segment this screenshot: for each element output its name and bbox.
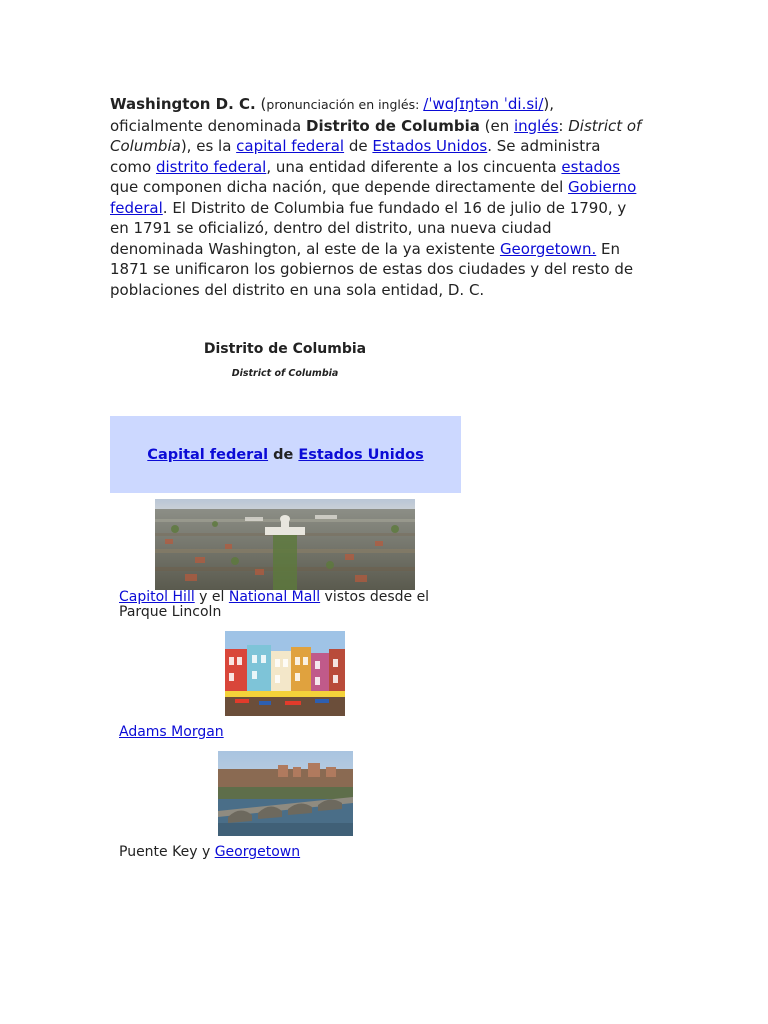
pronunciation-link[interactable]: /ˈwɑʃɪŋtən ˈdi.si/ [423, 95, 544, 113]
text-fragment: . Se administra como [110, 137, 601, 176]
text-fragment: ( [255, 95, 267, 113]
intro-paragraph [110, 94, 646, 300]
link-capital-federal[interactable]: capital federal [236, 137, 345, 155]
caption-link-georgetown[interactable]: Georgetown [214, 844, 301, 860]
text-fragment: (en [479, 116, 514, 135]
text-fragment: ), es la [180, 137, 237, 155]
capitol-hill-image [155, 499, 415, 590]
link-estados-unidos[interactable]: Estados Unidos [372, 137, 488, 155]
caption-text: y el [194, 589, 229, 605]
caption-link-capitol-hill[interactable]: Capitol Hill [119, 589, 195, 605]
english-name: District of Columbia [110, 116, 642, 155]
header-link-capital-federal[interactable]: Capital federal [147, 446, 269, 463]
infobox-title: Distrito de Columbia [203, 341, 367, 357]
link-georgetown[interactable]: Georgetown. [499, 239, 597, 258]
header-separator: de [268, 446, 299, 463]
text-fragment: , una entidad diferente a los cincuenta [266, 157, 562, 176]
text-fragment: que componen dicha nación, que depende directamente del [110, 178, 569, 196]
key-bridge-image [218, 751, 353, 836]
adams-morgan-image [225, 631, 345, 716]
text-fragment: : [558, 116, 569, 135]
text-fragment: ), oficialmente denominada [110, 95, 554, 135]
capitol-hill-photo[interactable] [155, 499, 415, 590]
caption-key-bridge [119, 845, 459, 860]
adams-morgan-photo[interactable] [225, 631, 345, 716]
text-fragment: . El Distrito de Columbia fue fundado el 16 de julio de 1790, y en 1791 se oficializó, dentro del distrito, una nueva ciudad denominada Washington, al este de la ya existente [110, 198, 627, 258]
text-fragment: de [344, 137, 373, 155]
link-estados[interactable]: estados [561, 157, 621, 176]
caption-link-national-mall[interactable]: National Mall [228, 589, 321, 605]
caption-text: Puente Key y [119, 844, 215, 860]
infobox-header [110, 416, 461, 493]
text-fragment: En 1871 se unificaron los gobiernos de estas dos ciudades y del resto de poblaciones del distrito en una sola entidad, D. C. [110, 239, 634, 299]
link-ingles[interactable]: inglés [513, 116, 559, 135]
link-distrito-federal[interactable]: distrito federal [155, 157, 267, 176]
article-title: Washington D. C. [110, 95, 256, 113]
caption-link-adams-morgan[interactable]: Adams Morgan [119, 724, 224, 740]
link-gobierno-federal[interactable]: Gobierno federal [110, 178, 637, 217]
header-link-estados-unidos[interactable]: Estados Unidos [298, 446, 424, 463]
caption-text: vistos desde el Parque Lincoln [119, 589, 430, 620]
pronunciation-label: pronunciación en inglés: [266, 97, 424, 112]
caption-adams-morgan [119, 725, 459, 740]
caption-capitol-hill [119, 590, 459, 620]
official-name: Distrito de Columbia [306, 116, 480, 135]
key-bridge-photo[interactable] [218, 751, 353, 836]
infobox-subtitle: District of Columbia [231, 368, 339, 379]
